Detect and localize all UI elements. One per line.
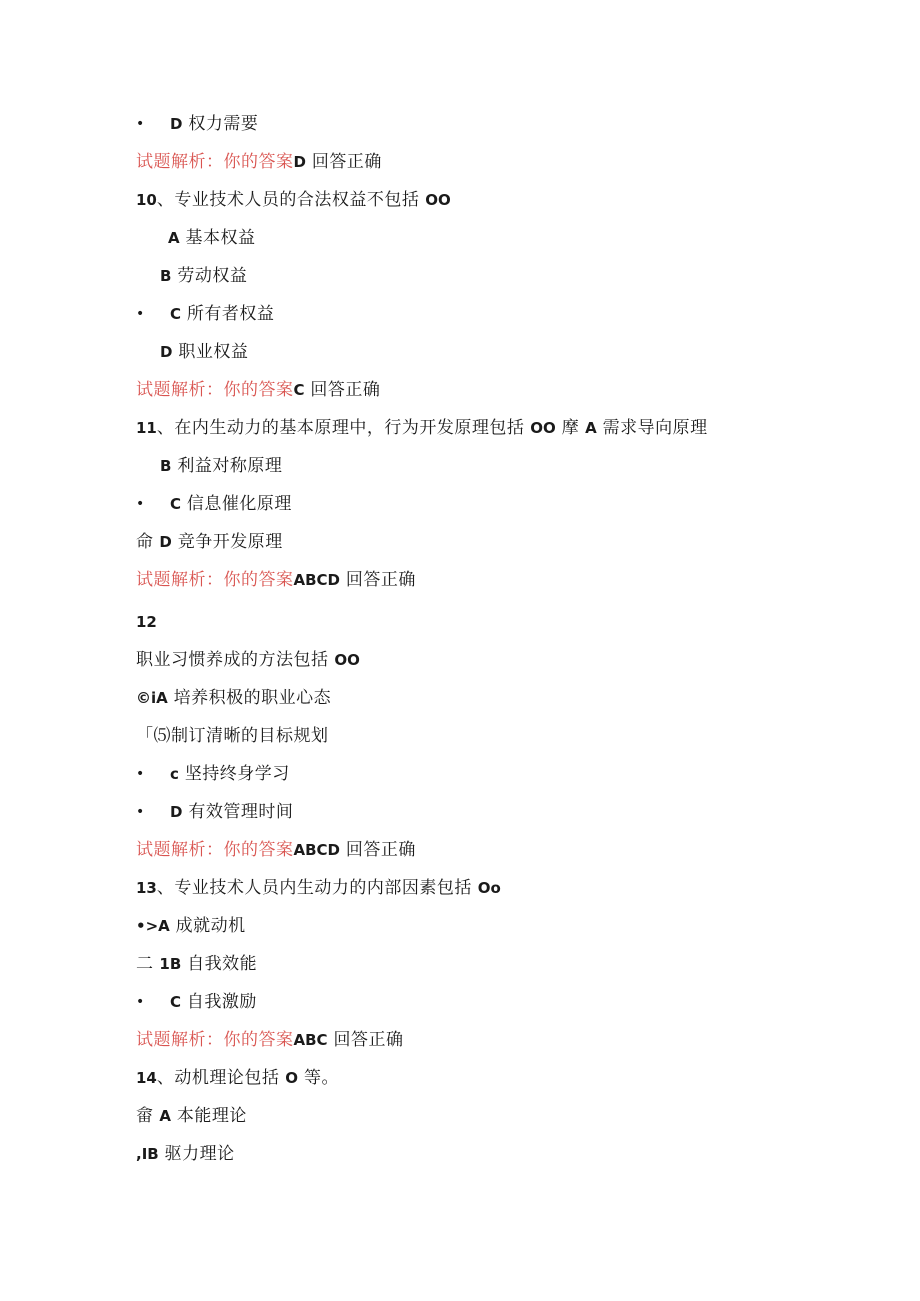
answer-value: C [293, 381, 305, 399]
question-number: 11 [136, 419, 157, 437]
question-line [136, 414, 708, 442]
bullet: • [136, 766, 145, 782]
option-text: 培养积极的职业心态 [173, 688, 332, 708]
analysis-label: 试题解析：你的答案 [136, 570, 294, 590]
question-line [136, 874, 501, 902]
option-letter: C [170, 993, 182, 1011]
analysis-line [136, 148, 382, 176]
option-text: 驱力理论 [164, 1144, 235, 1164]
analysis-line [136, 376, 380, 404]
answer-value: D [293, 153, 306, 171]
analysis-line [136, 566, 416, 594]
option-text: 坚持终身学习 [184, 764, 290, 784]
question-number-line [136, 608, 157, 636]
question-text: 职业习惯养成的方法包括 [136, 650, 329, 670]
option-letter: D [159, 533, 172, 551]
option-line [136, 1140, 235, 1168]
option-letter: B [160, 457, 172, 475]
option-text: 成就动机 [175, 916, 246, 936]
answer-value: ABCD [293, 841, 341, 859]
option-text: 利益对称原理 [177, 456, 283, 476]
option-text: 竞争开发原理 [177, 532, 283, 552]
analysis-result: 回答正确 [311, 152, 382, 172]
option-letter: c [170, 765, 179, 783]
option-line [170, 300, 274, 328]
option-text: 职业权益 [178, 342, 249, 362]
analysis-result: 回答正确 [345, 570, 416, 590]
question-line [136, 646, 360, 674]
option-letter: C [170, 495, 182, 513]
option-letter: A [585, 419, 597, 437]
answer-value: ABC [293, 1031, 328, 1049]
option-line [136, 1102, 247, 1130]
option-line [136, 912, 246, 940]
question-line [136, 186, 451, 214]
stray-glyph: 摩 [561, 418, 580, 438]
question-number: 10 [136, 191, 157, 209]
analysis-result: 回答正确 [310, 380, 381, 400]
option-letter: D [170, 115, 183, 133]
option-letter: 1B [159, 955, 182, 973]
question-text-tail: 等。 [303, 1068, 339, 1088]
option-letter: A [159, 1107, 172, 1125]
option-text: 自我激励 [186, 992, 257, 1012]
option-letter: ©iA [136, 689, 168, 707]
option-text: 「⑸制订清晰的目标规划 [136, 726, 329, 746]
option-letter: A [168, 229, 180, 247]
option-line [136, 722, 329, 750]
analysis-line [136, 836, 416, 864]
option-text: 劳动权益 [177, 266, 248, 286]
option-text: 本能理论 [176, 1106, 247, 1126]
analysis-label: 试题解析：你的答案 [136, 1030, 294, 1050]
blank-mark: OO [334, 651, 360, 669]
option-line [170, 798, 293, 826]
bullet: • [136, 306, 145, 322]
option-line [160, 338, 248, 366]
option-text: 所有者权益 [186, 304, 275, 324]
option-text: 有效管理时间 [188, 802, 294, 822]
analysis-label: 试题解析：你的答案 [136, 152, 294, 172]
option-line [170, 988, 257, 1016]
analysis-label: 试题解析：你的答案 [136, 840, 294, 860]
option-line [160, 452, 282, 480]
option-line [136, 684, 331, 712]
option-letter: •>A [136, 917, 170, 935]
option-letter: C [170, 305, 182, 323]
question-text: 、专业技术人员的合法权益不包括 [156, 190, 420, 210]
option-line [136, 528, 283, 556]
analysis-line [136, 1026, 403, 1054]
question-number: 14 [136, 1069, 157, 1087]
option-line [168, 224, 256, 252]
option-line [136, 950, 257, 978]
blank-mark: Oo [477, 879, 501, 897]
option-text: 基本权益 [185, 228, 256, 248]
stray-glyph: 畲 [136, 1106, 154, 1126]
option-line [170, 760, 290, 788]
blank-mark: OO [530, 419, 556, 437]
option-text: 自我效能 [187, 954, 258, 974]
analysis-label: 试题解析：你的答案 [136, 380, 294, 400]
bullet: • [136, 496, 145, 512]
question-number: 13 [136, 879, 157, 897]
option-letter: ,IB [136, 1145, 159, 1163]
bullet: • [136, 994, 145, 1010]
option-line [170, 490, 292, 518]
option-letter: D [170, 803, 183, 821]
analysis-result: 回答正确 [345, 840, 416, 860]
bullet: • [136, 116, 145, 132]
option-text: 信息催化原理 [186, 494, 292, 514]
option-line [170, 110, 258, 138]
option-line [160, 262, 247, 290]
question-text: 、动机理论包括 [156, 1068, 280, 1088]
question-number: 12 [136, 613, 157, 631]
question-text: 、在内生动力的基本原理中，行为开发原理包括 [156, 418, 525, 438]
stray-glyph: 命 [136, 532, 154, 552]
option-text: 需求导向原理 [602, 418, 708, 438]
blank-mark: O [285, 1069, 299, 1087]
option-letter: D [160, 343, 173, 361]
bullet: • [136, 804, 145, 820]
option-text: 权力需要 [188, 114, 259, 134]
question-text: 、专业技术人员内生动力的内部因素包括 [156, 878, 472, 898]
answer-value: ABCD [293, 571, 341, 589]
analysis-result: 回答正确 [333, 1030, 404, 1050]
stray-glyph: 二 [136, 954, 154, 974]
question-line [136, 1064, 339, 1092]
option-letter: B [160, 267, 172, 285]
blank-mark: OO [425, 191, 451, 209]
